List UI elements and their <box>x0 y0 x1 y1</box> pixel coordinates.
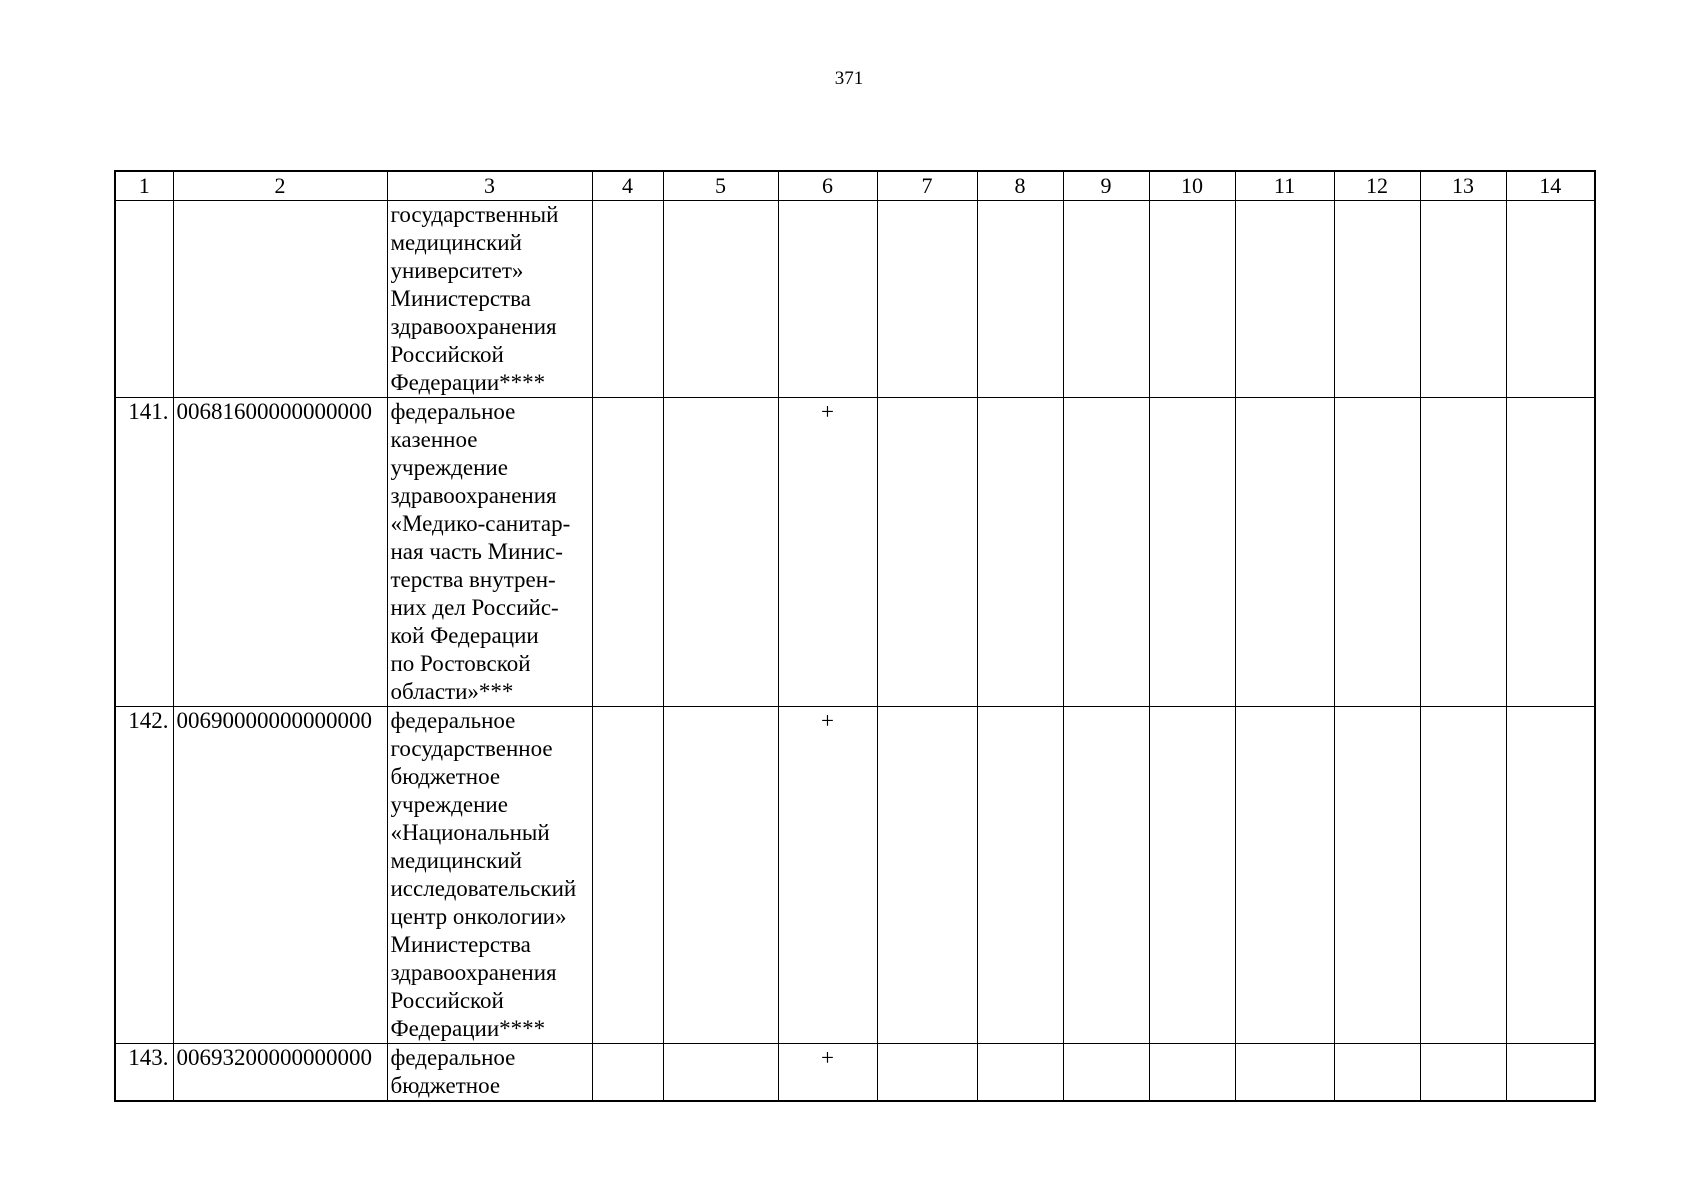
column-4-cell <box>592 201 663 398</box>
column-5-cell <box>663 707 778 1044</box>
page-number: 371 <box>834 68 864 89</box>
column-6-mark-cell: + <box>778 1044 877 1102</box>
column-12-cell <box>1334 201 1420 398</box>
code-cell: 00681600000000000 <box>173 398 387 707</box>
organization-name-line: федеральное <box>390 708 516 733</box>
organization-name-line: здравоохранения <box>390 483 557 508</box>
organization-name-line: федеральное <box>390 1045 516 1070</box>
column-12-cell <box>1334 398 1420 707</box>
organization-name-line: «Национальный <box>390 820 550 845</box>
column-5-cell <box>663 1044 778 1102</box>
header-cell: 10 <box>1149 171 1235 201</box>
column-11-cell <box>1235 201 1334 398</box>
table-body <box>115 201 1595 1102</box>
organization-name-line: бюджетное <box>390 764 501 789</box>
organization-name-line: Федерации**** <box>390 370 546 395</box>
organization-name-line: учреждение <box>390 455 508 480</box>
header-cell: 2 <box>173 171 387 201</box>
header-cell: 13 <box>1420 171 1506 201</box>
header-cell: 9 <box>1063 171 1149 201</box>
column-7-cell <box>877 1044 977 1102</box>
column-6-mark-cell: + <box>778 398 877 707</box>
column-13-cell <box>1420 707 1506 1044</box>
column-8-cell <box>977 707 1063 1044</box>
organization-name-line: медицинский <box>390 230 522 255</box>
column-9-cell <box>1063 398 1149 707</box>
organization-name-line: исследовательский <box>390 876 577 901</box>
organization-name-line: государственный <box>390 202 559 227</box>
header-cell: 11 <box>1235 171 1334 201</box>
row-number-cell: 143. <box>115 1044 173 1102</box>
organization-name-cell <box>387 201 592 398</box>
column-14-cell <box>1506 201 1595 398</box>
organization-name-line: ная часть Минис- <box>390 539 563 564</box>
column-7-cell <box>877 707 977 1044</box>
organization-name-line: Российской <box>390 342 504 367</box>
column-10-cell <box>1149 707 1235 1044</box>
organization-name-line: государственное <box>390 736 553 761</box>
column-6-mark-cell: + <box>778 707 877 1044</box>
organization-name-line: медицинский <box>390 848 522 873</box>
column-9-cell <box>1063 707 1149 1044</box>
column-6-mark-cell <box>778 201 877 398</box>
column-5-cell <box>663 398 778 707</box>
organization-name-line: казенное <box>390 427 478 452</box>
organization-name-line: Федерации**** <box>390 1016 546 1041</box>
column-10-cell <box>1149 201 1235 398</box>
registry-table <box>114 170 1596 1102</box>
row-number-cell <box>115 201 173 398</box>
column-8-cell <box>977 201 1063 398</box>
organization-name-line: терства внутрен- <box>390 567 556 592</box>
code-cell <box>173 201 387 398</box>
organization-name-line: здравоохранения <box>390 314 557 339</box>
organization-name-line: кой Федерации <box>390 623 539 648</box>
column-7-cell <box>877 398 977 707</box>
organization-name-line: учреждение <box>390 792 508 817</box>
column-13-cell <box>1420 398 1506 707</box>
organization-name-line: Министерства <box>390 286 531 311</box>
code-cell: 00690000000000000 <box>173 707 387 1044</box>
organization-name-line: университет» <box>390 258 524 283</box>
column-4-cell <box>592 707 663 1044</box>
organization-name-cell <box>387 1044 592 1102</box>
header-row <box>115 171 1595 201</box>
column-11-cell <box>1235 398 1334 707</box>
header-cell: 5 <box>663 171 778 201</box>
column-4-cell <box>592 398 663 707</box>
organization-name-line: по Ростовской <box>390 651 531 676</box>
organization-name-line: них дел Российс- <box>390 595 559 620</box>
header-cell: 8 <box>977 171 1063 201</box>
table-row <box>115 707 1595 1044</box>
column-5-cell <box>663 201 778 398</box>
table-row <box>115 398 1595 707</box>
table-row <box>115 201 1595 398</box>
organization-name-line: Министерства <box>390 932 531 957</box>
organization-name-line: федеральное <box>390 399 516 424</box>
column-12-cell <box>1334 1044 1420 1102</box>
column-13-cell <box>1420 201 1506 398</box>
column-11-cell <box>1235 707 1334 1044</box>
column-8-cell <box>977 398 1063 707</box>
organization-name-cell <box>387 398 592 707</box>
column-10-cell <box>1149 1044 1235 1102</box>
code-cell: 00693200000000000 <box>173 1044 387 1102</box>
column-14-cell <box>1506 707 1595 1044</box>
row-number-cell: 141. <box>115 398 173 707</box>
header-cell: 6 <box>778 171 877 201</box>
organization-name-line: Российской <box>390 988 504 1013</box>
column-10-cell <box>1149 398 1235 707</box>
header-cell: 12 <box>1334 171 1420 201</box>
header-cell: 4 <box>592 171 663 201</box>
column-14-cell <box>1506 1044 1595 1102</box>
column-7-cell <box>877 201 977 398</box>
organization-name-line: здравоохранения <box>390 960 557 985</box>
header-cell: 14 <box>1506 171 1595 201</box>
column-9-cell <box>1063 1044 1149 1102</box>
column-8-cell <box>977 1044 1063 1102</box>
organization-name-line: бюджетное <box>390 1073 501 1098</box>
organization-name-line: центр онкологии» <box>390 904 567 929</box>
row-number-cell: 142. <box>115 707 173 1044</box>
header-cell: 7 <box>877 171 977 201</box>
header-cell: 3 <box>387 171 592 201</box>
column-11-cell <box>1235 1044 1334 1102</box>
header-cell: 1 <box>115 171 173 201</box>
organization-name-line: области»*** <box>390 679 514 704</box>
table-row <box>115 1044 1595 1102</box>
column-4-cell <box>592 1044 663 1102</box>
column-14-cell <box>1506 398 1595 707</box>
organization-name-line: «Медико-санитар- <box>390 511 571 536</box>
column-9-cell <box>1063 201 1149 398</box>
organization-name-cell <box>387 707 592 1044</box>
column-12-cell <box>1334 707 1420 1044</box>
column-13-cell <box>1420 1044 1506 1102</box>
